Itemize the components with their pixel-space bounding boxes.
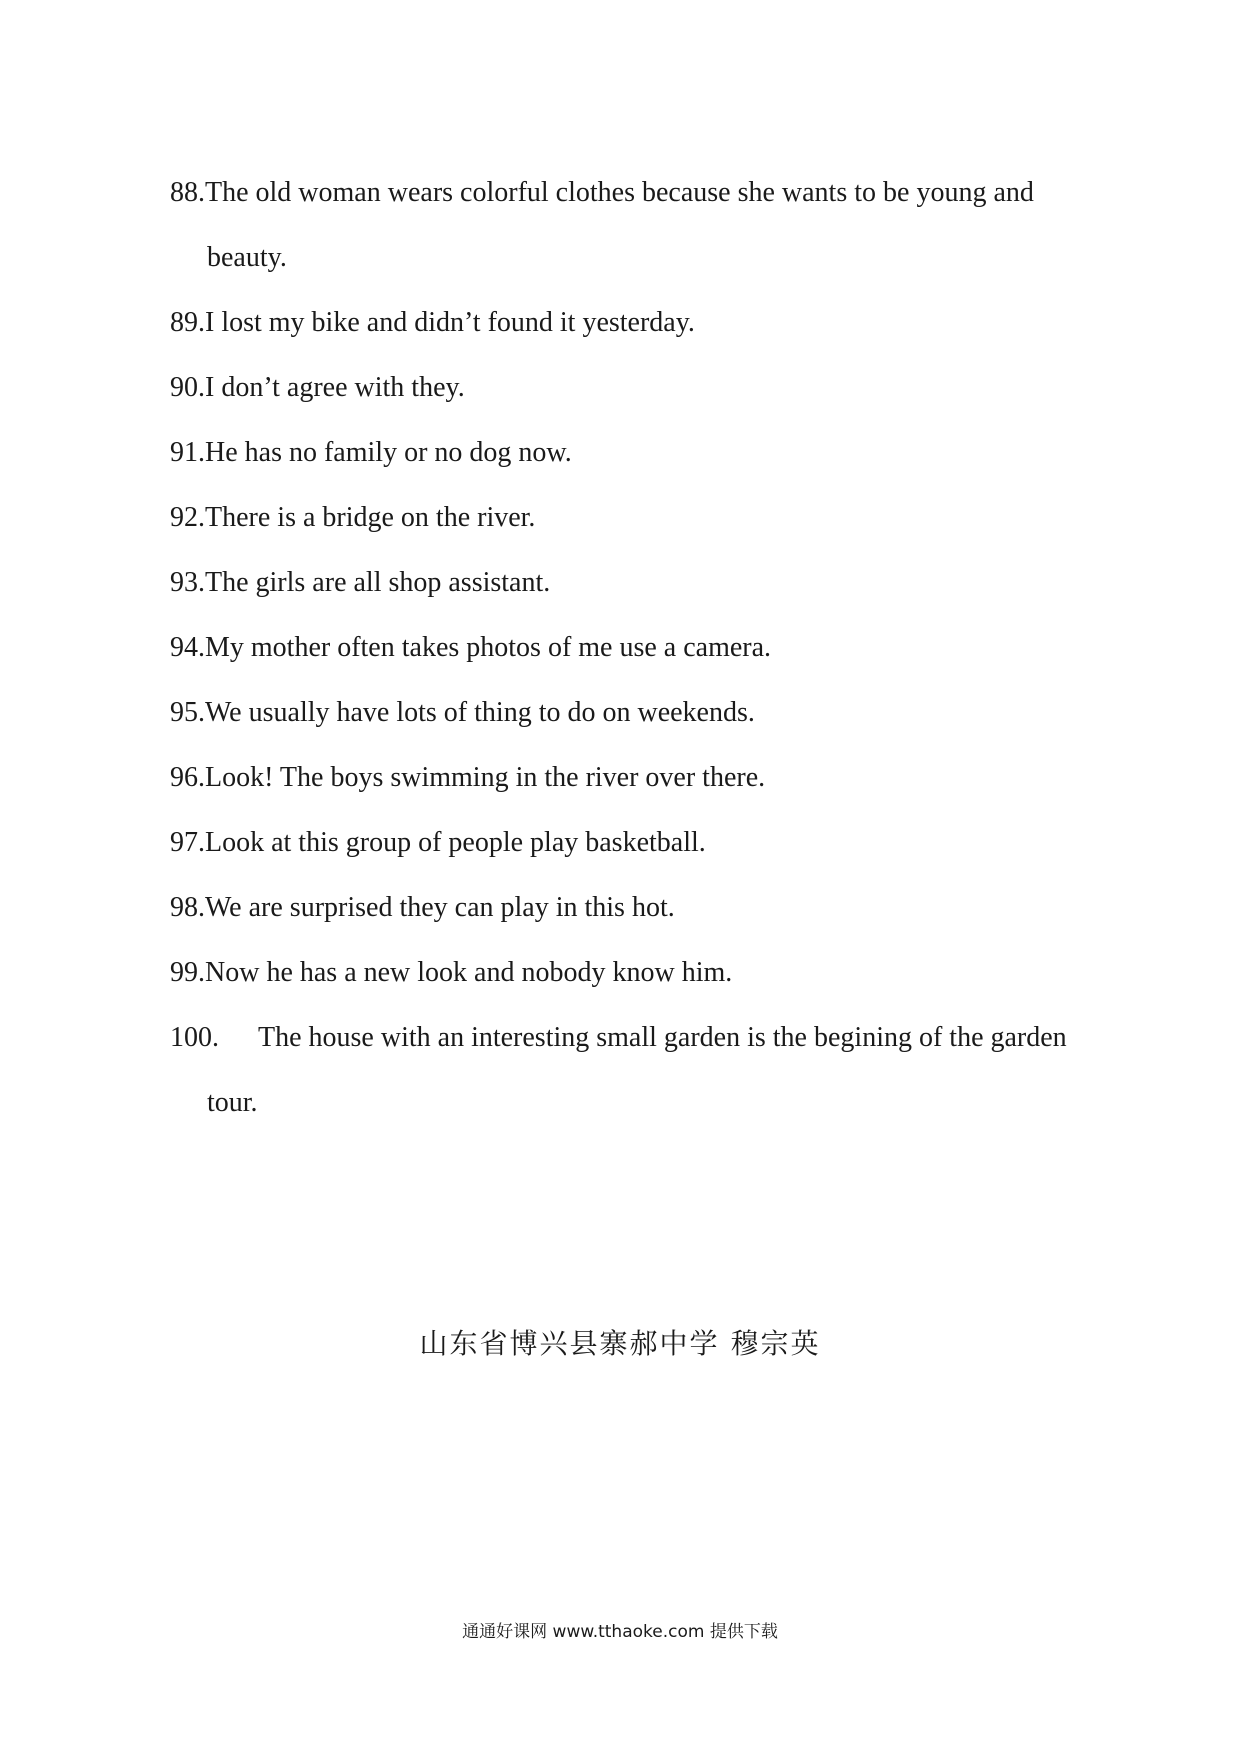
item-number: 89. [170,307,205,338]
sentence-correction-list [170,160,1130,1135]
list-item [170,485,1130,550]
list-item [170,875,1130,940]
list-item [170,745,1130,810]
item-number: 94. [170,632,205,663]
list-item [170,940,1130,1005]
item-text-continued: beauty. [207,242,287,273]
footer-source-note: 通通好课网 www.tthaoke.com 提供下载 [462,1622,778,1642]
item-text: There is a bridge on the river. [205,502,536,533]
item-number: 95. [170,697,205,728]
item-number: 90. [170,372,205,403]
item-text: The old woman wears colorful clothes because she wants to be young and [205,177,1034,208]
item-number: 93. [170,567,205,598]
author-line: 山东省博兴县寨郝中学 穆宗英 [419,1327,821,1360]
item-number: 98. [170,892,205,923]
list-item [170,160,1130,290]
list-item [170,550,1130,615]
list-item [170,355,1130,420]
item-number: 92. [170,502,205,533]
list-item [170,420,1130,485]
item-number: 96. [170,762,205,793]
item-number: 100. [170,1022,219,1053]
item-number: 91. [170,437,205,468]
item-text: Look at this group of people play basketball. [205,827,706,858]
item-number: 88. [170,177,205,208]
item-number: 99. [170,957,205,988]
item-text: I don’t agree with they. [205,372,465,403]
item-text: We usually have lots of thing to do on weekends. [205,697,755,728]
item-text: We are surprised they can play in this hot. [205,892,675,923]
item-text: He has no family or no dog now. [205,437,572,468]
list-item [170,290,1130,355]
item-text: Now he has a new look and nobody know him. [205,957,733,988]
list-item [170,810,1130,875]
item-text-continued: tour. [207,1087,258,1118]
list-item [170,1005,1130,1135]
item-text: The girls are all shop assistant. [205,567,551,598]
item-number: 97. [170,827,205,858]
item-text: I lost my bike and didn’t found it yesterday. [205,307,695,338]
item-text: Look! The boys swimming in the river over there. [205,762,766,793]
list-item [170,680,1130,745]
item-text: My mother often takes photos of me use a camera. [205,632,772,663]
item-text: The house with an interesting small garden is the begining of the garden [258,1022,1067,1053]
list-item [170,615,1130,680]
